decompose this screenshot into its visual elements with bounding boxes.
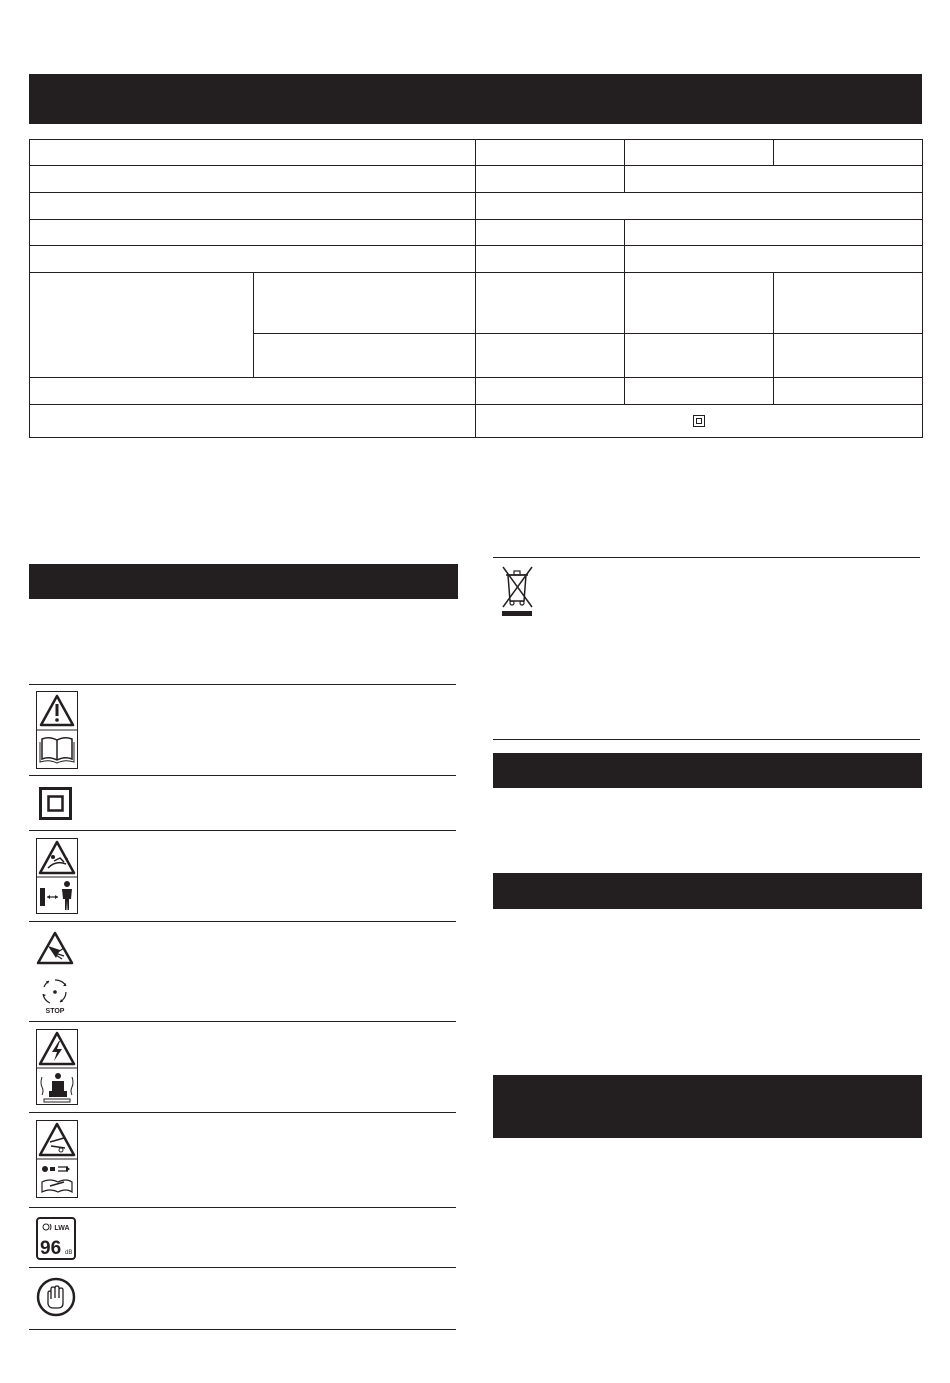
table-cell (30, 378, 476, 405)
divider (29, 830, 456, 831)
cutting-hazard-wait-stop-icon (36, 928, 78, 1016)
table-row (30, 193, 923, 220)
divider (29, 1267, 456, 1268)
crossed-out-wheelie-bin-icon (499, 565, 535, 617)
divider (493, 557, 920, 558)
table-row (30, 140, 923, 166)
wear-gloves-icon (36, 1277, 76, 1317)
table-cell (30, 193, 476, 220)
table-cell (476, 334, 625, 378)
table-cell (774, 334, 923, 378)
table-cell (625, 220, 923, 246)
table-cell (30, 166, 476, 193)
table-row (30, 273, 923, 334)
table-row (30, 220, 923, 246)
table-cell (30, 220, 476, 246)
table-cell (774, 273, 923, 334)
section-header-bar (493, 873, 922, 909)
table-cell (476, 140, 625, 166)
table-row (30, 246, 923, 273)
symbols-header-bar (29, 564, 458, 599)
specifications-table (29, 139, 923, 438)
table-cell (30, 273, 254, 378)
specifications-header-bar (29, 74, 922, 124)
divider (29, 775, 456, 776)
table-cell (476, 220, 625, 246)
warning-read-manual-icon (36, 691, 78, 769)
divider (29, 1207, 456, 1208)
entanglement-disconnect-icon (36, 1120, 78, 1198)
divider (29, 684, 456, 685)
divider (29, 1021, 456, 1022)
double-insulation-icon (39, 787, 72, 820)
sound-power-level-icon (36, 1217, 76, 1260)
divider (29, 1329, 456, 1330)
table-cell (625, 166, 923, 193)
table-cell (625, 378, 774, 405)
divider (493, 739, 920, 740)
divider (29, 1112, 456, 1113)
table-cell (625, 140, 774, 166)
table-cell (774, 140, 923, 166)
electric-shock-rain-icon (36, 1029, 78, 1105)
table-row (30, 166, 923, 193)
sound-level-unit: dB (65, 1250, 73, 1256)
table-row (30, 405, 923, 438)
table-cell (476, 193, 923, 220)
divider (29, 921, 456, 922)
table-cell (625, 246, 923, 273)
table-cell (476, 273, 625, 334)
sound-level-value: 96 (40, 1238, 62, 1259)
table-cell (254, 334, 476, 378)
table-cell (625, 273, 774, 334)
table-cell (30, 140, 476, 166)
table-cell (254, 273, 476, 334)
section-header-bar (493, 753, 922, 788)
table-cell (774, 378, 923, 405)
table-cell (476, 378, 625, 405)
table-cell (476, 246, 625, 273)
double-square-icon (693, 415, 705, 427)
table-cell (30, 405, 476, 438)
sound-level-label: LWA (54, 1225, 70, 1232)
table-cell (30, 246, 476, 273)
table-cell (625, 334, 774, 378)
table-cell (476, 166, 625, 193)
stop-label: STOP (45, 1008, 65, 1015)
table-row (30, 378, 923, 405)
section-header-bar (493, 1075, 922, 1138)
flying-debris-bystanders-icon (36, 838, 78, 914)
table-cell (476, 405, 923, 438)
